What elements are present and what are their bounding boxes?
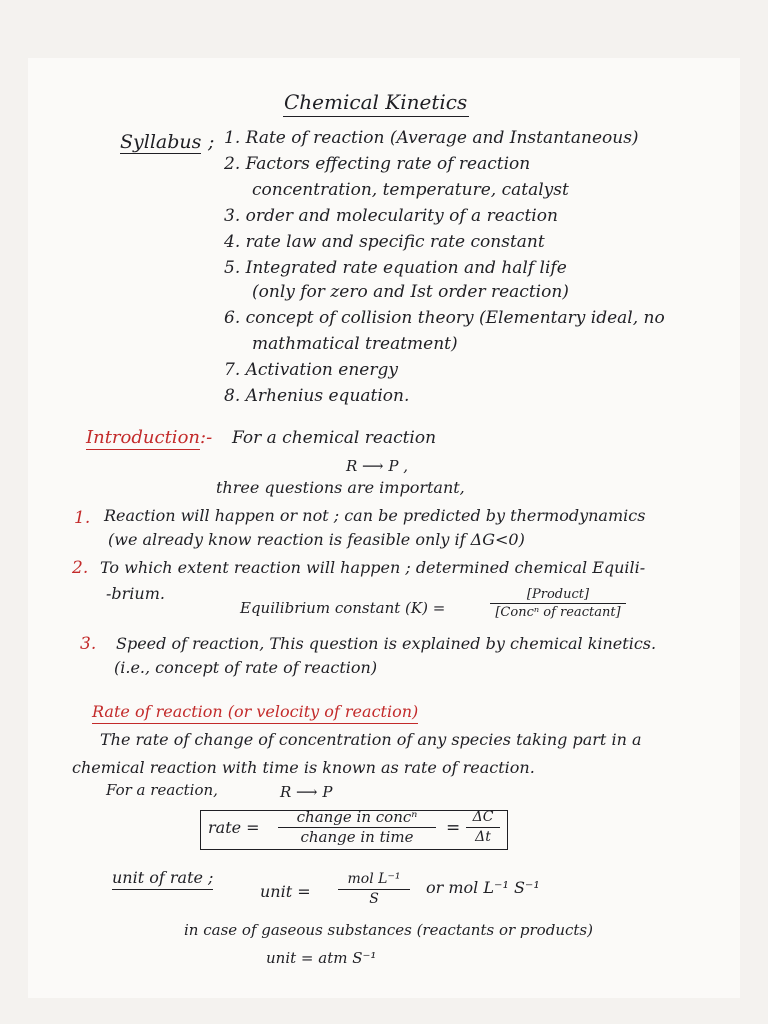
intro-note: three questions are important, <box>216 478 465 497</box>
unit-numerator: mol L⁻¹ <box>347 871 401 887</box>
q1-text: Reaction will happen or not ; can be predicted by thermodynamics <box>104 506 646 525</box>
rate-denominator: change in time <box>278 827 436 847</box>
syllabus-item-2: 2. Factors effecting rate of reaction <box>224 154 531 174</box>
rate-heading: Rate of reaction (or velocity of reaction) <box>92 702 418 724</box>
notebook-page <box>28 58 740 998</box>
syllabus-item-4: 4. rate law and specific rate constant <box>224 232 545 252</box>
syllabus-label: Syllabus <box>120 131 202 153</box>
q3-note: (i.e., concept of rate of reaction) <box>114 658 378 677</box>
syllabus-item-5: 5. Integrated rate equation and half life <box>224 258 567 278</box>
title-underline <box>283 116 469 117</box>
rate-numerator: change in concⁿ <box>296 808 418 826</box>
q3-number: 3. <box>80 634 97 654</box>
syllabus-item-1: 1. Rate of reaction (Average and Instantaneous) <box>224 128 639 148</box>
introduction-separator: :- <box>200 427 213 448</box>
unit-fraction <box>338 870 410 909</box>
unit-equals: unit = <box>260 882 311 901</box>
equilibrium-fraction <box>490 586 626 621</box>
gaseous-unit: unit = atm S⁻¹ <box>266 949 377 967</box>
equilibrium-numerator: [Product] <box>526 587 590 602</box>
introduction-label: Introduction <box>86 427 200 448</box>
equilibrium-label: Equilibrium constant (K) = <box>240 599 446 617</box>
syllabus-item-7: 7. Activation energy <box>224 360 398 380</box>
page-title: Chemical Kinetics <box>284 90 468 114</box>
syllabus-item-3: 3. order and molecularity of a reaction <box>224 206 558 226</box>
rate-formula-fraction <box>278 808 436 847</box>
q1-number: 1. <box>74 508 91 528</box>
gaseous-note: in case of gaseous substances (reactants or products) <box>184 921 593 939</box>
q2-text: To which extent reaction will happen ; determined chemical Equili- <box>100 558 646 577</box>
q2-text-cont: -brium. <box>106 584 165 603</box>
q3-text: Speed of reaction, This question is explained by chemical kinetics. <box>116 634 657 653</box>
syllabus-item-5-detail: (only for zero and Ist order reaction) <box>252 282 569 302</box>
equilibrium-denominator: [Concⁿ of reactant] <box>490 603 626 621</box>
rate-reaction-lead: For a reaction, <box>106 781 218 799</box>
rate-definition-line-1: The rate of change of concentration of any species taking part in a <box>100 730 642 749</box>
syllabus-item-8: 8. Arhenius equation. <box>224 386 410 406</box>
rate-formula-label: rate = <box>208 818 260 837</box>
delta-t: Δt <box>466 827 500 847</box>
delta-c: ΔC <box>472 809 494 825</box>
unit-alternative: or mol L⁻¹ S⁻¹ <box>426 878 540 897</box>
delta-fraction <box>466 808 500 847</box>
syllabus-item-6: 6. concept of collision theory (Elementary ideal, no <box>224 308 665 328</box>
intro-reaction: R ⟶ P , <box>346 457 408 475</box>
unit-of-rate-label: unit of rate ; <box>112 868 213 890</box>
unit-denominator: S <box>338 889 410 909</box>
syllabus-item-2-detail: concentration, temperature, catalyst <box>252 180 569 200</box>
q1-note: (we already know reaction is feasible only if ΔG<0) <box>108 530 525 549</box>
rate-equals: = <box>446 818 461 838</box>
rate-definition-line-2: chemical reaction with time is known as rate of reaction. <box>72 758 535 777</box>
intro-lead: For a chemical reaction <box>232 428 437 448</box>
q2-number: 2. <box>72 558 89 578</box>
rate-reaction: R ⟶ P <box>280 783 333 801</box>
syllabus-item-6-detail: mathmatical treatment) <box>252 334 458 354</box>
syllabus-separator: ; <box>208 131 215 153</box>
